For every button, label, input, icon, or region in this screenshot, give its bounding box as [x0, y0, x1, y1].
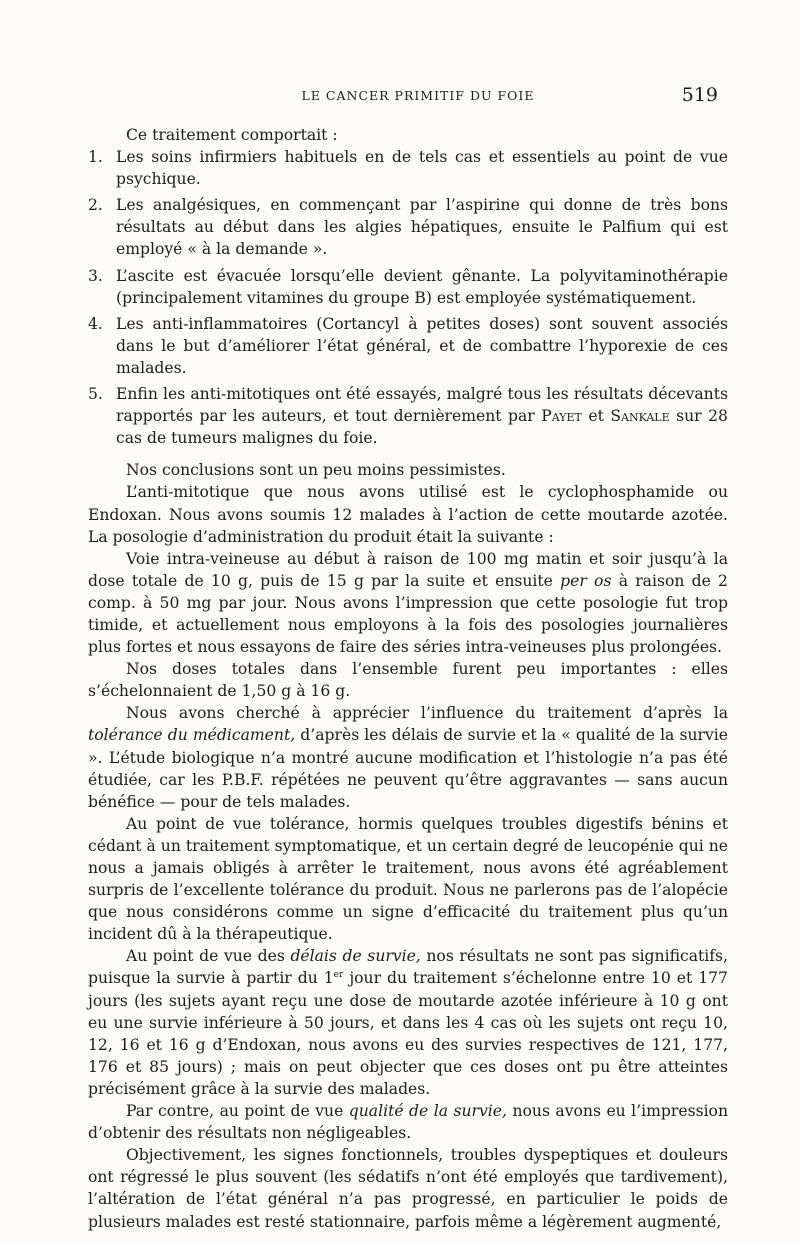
body-text [88, 124, 728, 1233]
intro-line: Ce traitement comportait : [126, 126, 338, 144]
running-title: LE CANCER PRIMITIF DU FOIE [301, 88, 535, 103]
paragraph: Par contre, au point de vue qualité de la survie, nous avons eu l’impression d’obtenir des résultats non négligeables. [88, 1102, 728, 1143]
author-name: Payet [541, 407, 582, 426]
paragraph: L’anti-mitotique que nous avons utilisé est le cyclophosphamide ou Endoxan. Nous avons soumis 12 malades à l’action de cette moutarde azotée. La posologie d’administration du produit était la suivante : [88, 483, 728, 546]
page-number: 519 [681, 84, 718, 106]
paragraph: Nos doses totales dans l’ensemble furent peu importantes : elles s’échelonnaient de 1,50 g à 16 g. [88, 660, 728, 701]
author-name: Sankale [610, 407, 670, 426]
paragraph: Nos conclusions sont un peu moins pessimistes. [126, 461, 506, 480]
list-item: 4. Les anti-inflammatoires (Cortancyl à petites doses) sont souvent associés dans le but d’améliorer l’état général, et de combattre l’hyporexie de ces malades. [88, 314, 728, 377]
paragraph: Nous avons cherché à apprécier l’influence du traitement d’après la tolérance du médicament, d’après les délais de survie et la « qualité de la survie ». L’étude biologique n’a montré aucune modification et l’histologie n’a pas été étudiée, car les P.B.F. répétées ne peuvent qu’être aggravantes — sans aucun bénéfice — pour de tels malades. [88, 704, 728, 811]
list-item: 1. Les soins infirmiers habituels en de tels cas et essentiels au point de vue psychique. [88, 148, 728, 189]
paragraph: Objectivement, les signes fonctionnels, troubles dyspeptiques et douleurs ont régressé le plus souvent (les sédatifs n’ont été employés que tardivement), l’altération de l’état général n’a pas progressé, en particulier le poids de plusieurs malades est resté stationnaire, parfois même a légèrement augmenté, [88, 1146, 728, 1231]
treatment-list [88, 146, 728, 449]
paragraph: Au point de vue tolérance, hormis quelques troubles digestifs bénins et cédant à un traitement symptomatique, et un certain degré de leucopénie qui ne nous a jamais obligés à arrêter le traitement, nous avons été agréablement surpris de l’excellente tolérance du produit. Nous ne parlerons pas de l’alopécie que nous considérons comme un signe d’efficacité du traitement plus qu’un incident dû à la thérapeutique. [88, 814, 728, 944]
paragraph: Voie intra-veineuse au début à raison de 100 mg matin et soir jusqu’à la dose totale de 10 g, puis de 15 g par la suite et ensuite per os à raison de 2 comp. à 50 mg par jour. Nous avons l’impression que cette posologie fut trop timide, et actuellement nous employons à la fois des posologies journalières plus fortes et nous essayons de faire des séries intra-veineuses plus prolongées. [88, 549, 728, 657]
page-header [118, 84, 718, 106]
list-item: 3. L’ascite est évacuée lorsqu’elle devient gênante. La polyvitaminothérapie (principalement vitamines du groupe B) est employée systématiquement. [88, 266, 728, 307]
list-item: 2. Les analgésiques, en commençant par l’aspirine qui donne de très bons résultats au début dans les algies hépatiques, ensuite le Palfium qui est employé « à la demande ». [88, 196, 728, 259]
list-item: 5. Enfin les anti-mitotiques ont été essayés, malgré tous les résultats décevants rapportés par les auteurs, et tout dernièrement par Payet et Sankale sur 28 cas de tumeurs malignes du foie. [88, 385, 728, 448]
paragraph: Au point de vue des délais de survie, nos résultats ne sont pas significatifs, puisque la survie à partir du 1er jour du traitement s’échelonne entre 10 et 177 jours (les sujets ayant reçu une dose de moutarde azotée inférieure à 10 g ont eu une survie inférieure à 50 jours, et dans les 4 cas où les sujets ont reçu 10, 12, 16 et 16 g d’Endoxan, nous avons eu des survies respectives de 121, 177, 176 et 85 jours) ; mais on peut objecter que ces doses ont pu être atteintes précisément grâce à la survie des malades. [88, 947, 728, 1098]
